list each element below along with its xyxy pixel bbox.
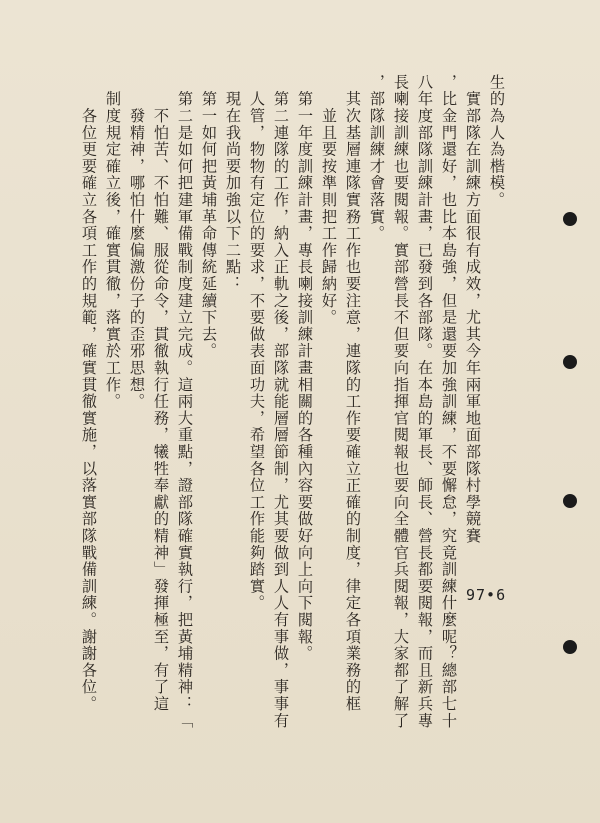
binding-hole xyxy=(563,640,577,654)
text-column: 第一如何把黃埔革命傳統延續下去。 xyxy=(200,74,218,360)
text-column: 發精神，哪怕什麼偏激份子的歪邪思想。 xyxy=(128,74,146,410)
text-column: 並且要按準則把工作歸納好。 xyxy=(320,74,338,326)
text-column: 實部隊在訓練方面很有成效，尤其今年兩軍地面部隊村學競賽 xyxy=(464,74,482,545)
text-column: 第一年度訓練計畫，專長喇接訓練計畫相關的各種內容要做好向上向下閱報。 xyxy=(296,74,314,662)
binding-hole xyxy=(563,355,577,369)
text-column: 第二連隊的工作，納入正軌之後，部隊就能層層節制，尤其要做到人人有事做，事事有 xyxy=(272,74,290,730)
text-column: 現在我尚要加強以下二點： xyxy=(224,74,242,293)
text-column: 長喇接訓練也要閱報。實部營長不但要向指揮官閱報也要向全體官兵閱報，大家都了解了 xyxy=(392,74,410,730)
text-column: 生的為人為楷模。 xyxy=(488,74,506,209)
binding-hole xyxy=(563,212,577,226)
text-column: 各位更要確立各項工作的規範，確實貫徹實施，以落實部隊戰備訓練。謝謝各位。 xyxy=(80,74,98,713)
text-column: 第二是如何把建軍備戰制度建立完成。這兩大重點，證部隊確實執行，把黃埔精神：「 xyxy=(176,74,194,730)
text-column: 不怕苦、不怕難、服從命令，貫徹執行任務，犧牲奉獻的精神」發揮極至，有了這 xyxy=(152,74,170,713)
binding-hole xyxy=(563,494,577,508)
text-column: ，部隊訓練才會落實。 xyxy=(368,74,386,242)
text-column: ，比金門還好，也比本島強，但是還要加強訓練，不要懈怠，究竟訓練什麼呢？總部七十 xyxy=(440,74,458,730)
text-column: 人管，物物有定位的要求，不要做表面功夫，希望各位工作能夠踏實。 xyxy=(248,74,266,612)
text-column: 制度規定確立後，確實貫徹，落實於工作。 xyxy=(104,74,122,410)
text-column: 其次基層連隊實務工作也要注意，連隊的工作要確立正確的制度，律定各項業務的框 xyxy=(344,74,362,713)
text-column: 八年度部隊訓練計畫，已發到各部隊。在本島的軍長、師長、營長都要閱報，而且新兵專 xyxy=(416,74,434,730)
page-number: 97•6 xyxy=(466,586,507,604)
